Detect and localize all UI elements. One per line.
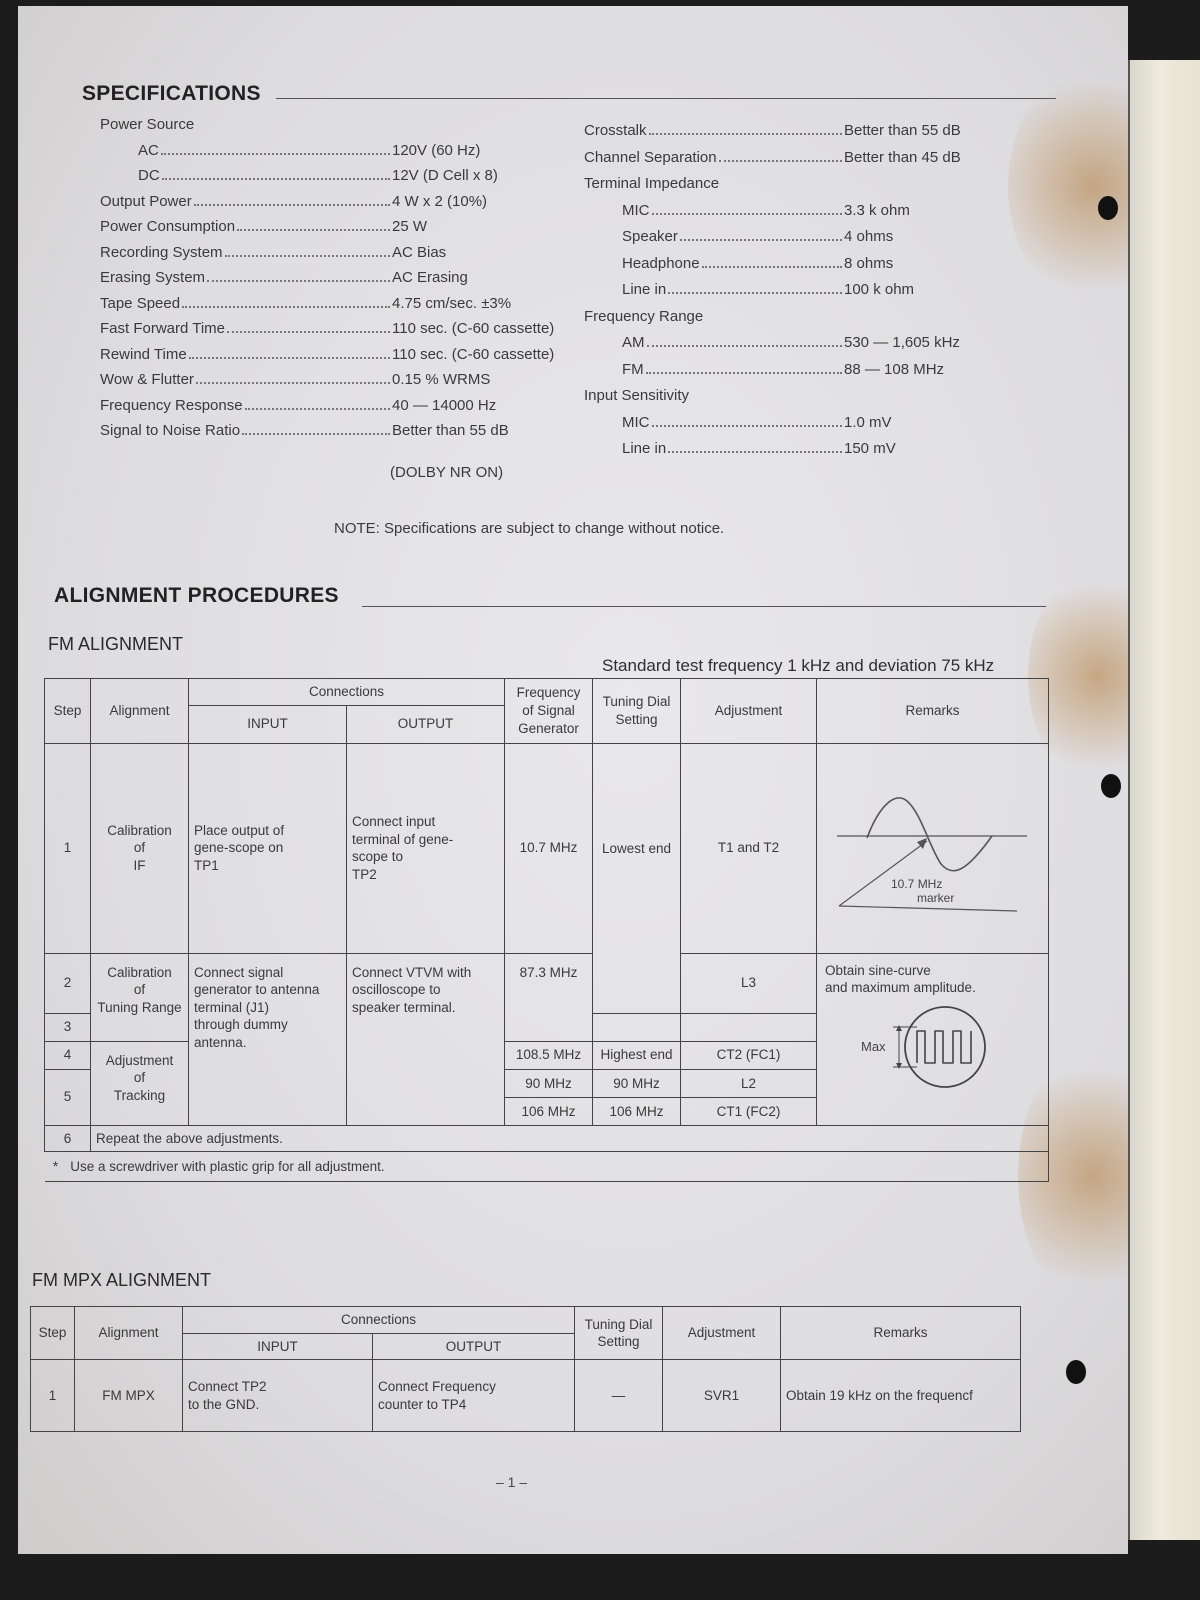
alignment-title: ALIGNMENT PROCEDURES — [54, 584, 339, 607]
graph-marker-label-2: marker — [917, 890, 955, 905]
header-step: Step — [45, 679, 91, 744]
spec-label: MIC — [622, 413, 650, 431]
spec-row — [100, 397, 582, 414]
header-connections: Connections — [189, 679, 505, 706]
header-tuning: Tuning Dial Setting — [593, 679, 681, 744]
shared-output-cell: Connect VTVM with oscilloscope to speaker terminal. — [347, 953, 505, 1125]
remark-text: Obtain sine-curve and maximum amplitude. — [825, 962, 976, 996]
spec-label: Tape Speed — [100, 294, 181, 312]
spec-row — [584, 122, 1034, 139]
header-remarks: Remarks — [781, 1307, 1021, 1360]
step-cell: 1 — [45, 743, 91, 953]
dolby-note: (DOLBY NR ON) — [390, 464, 504, 481]
leader-dots — [237, 229, 390, 231]
tuning-cell-split — [593, 1069, 681, 1125]
spec-group-heading: Terminal Impedance — [584, 175, 720, 192]
leader-dots — [194, 204, 390, 206]
spec-label: DC — [138, 167, 160, 184]
footnote-cell — [45, 1152, 1049, 1182]
fm-alignment-table — [44, 678, 1049, 1182]
manual-page — [18, 6, 1128, 1554]
spec-value: 530 — 1,605 kHz — [844, 334, 960, 351]
fm-header-row-1 — [45, 679, 1049, 706]
spec-value: Better than 55 dB — [392, 422, 509, 439]
mpx-header-row-1 — [31, 1307, 1021, 1334]
frequency-cell: 10.7 MHz — [505, 743, 593, 953]
page-number: – 1 – — [496, 1474, 528, 1490]
frequency-cell: 90 MHz — [505, 1070, 592, 1098]
output-cell: Connect input terminal of gene- scope to TP2 — [347, 743, 505, 953]
spec-row — [100, 422, 582, 439]
leader-dots — [207, 280, 390, 282]
header-output: OUTPUT — [347, 705, 505, 743]
spec-row — [138, 142, 582, 159]
remarks-cell: Obtain 19 kHz on the frequencf — [781, 1360, 1021, 1432]
spec-label: Channel Separation — [584, 148, 717, 166]
adjustment-cell: CT1 (FC2) — [716, 1103, 781, 1119]
adjacent-page-edge — [1128, 60, 1200, 1540]
spec-row — [622, 281, 1034, 298]
spec-label: Speaker — [622, 228, 678, 245]
spec-row — [100, 371, 582, 388]
header-frequency: Frequency of Signal Generator — [505, 679, 593, 744]
leader-dots — [719, 160, 842, 162]
spec-row — [622, 202, 1034, 219]
leader-dots — [161, 153, 390, 155]
header-input: INPUT — [189, 705, 347, 743]
leader-dots — [652, 425, 843, 427]
alignment-cell: FM MPX — [75, 1360, 183, 1432]
spec-label: AM — [622, 334, 645, 351]
spec-row — [100, 244, 582, 261]
spec-value: 25 W — [392, 218, 428, 235]
header-alignment: Alignment — [91, 679, 189, 744]
spec-value: 1.0 mV — [844, 413, 892, 431]
spec-group-heading: Frequency Range — [584, 307, 704, 325]
if-response-graph — [817, 746, 1047, 946]
spec-row — [622, 414, 1034, 431]
punch-hole — [1101, 774, 1121, 798]
spec-value: 40 — 14000 Hz — [392, 396, 497, 414]
leader-dots — [668, 451, 842, 453]
spec-label: Power Consumption — [100, 218, 236, 235]
spec-row — [100, 295, 582, 312]
spec-value: 110 sec. (C-60 cassette) — [392, 345, 555, 363]
alignment-cell: Calibration of IF — [91, 743, 189, 953]
fm-alignment-title: FM ALIGNMENT — [48, 634, 184, 654]
leader-dots — [245, 408, 390, 410]
spec-row — [584, 149, 1034, 166]
spec-value: 110 sec. (C-60 cassette) — [392, 320, 555, 337]
input-cell: Place output of gene-scope on TP1 — [189, 743, 347, 953]
remark-sine-cell — [817, 953, 1049, 1125]
spec-row — [622, 334, 1034, 351]
adjustment-cell: T1 and T2 — [681, 743, 817, 953]
frequency-cell: 87.3 MHz — [505, 953, 593, 1041]
header-alignment: Alignment — [75, 1307, 183, 1360]
leader-dots — [182, 306, 390, 308]
table-row — [31, 1360, 1021, 1432]
spec-label: Headphone — [622, 254, 700, 272]
leader-dots — [227, 331, 390, 333]
leader-dots — [647, 345, 843, 347]
graph-marker-label-1: 10.7 MHz — [891, 876, 943, 891]
header-adjustment: Adjustment — [681, 679, 817, 744]
frequency-cell: 108.5 MHz — [505, 1041, 593, 1069]
spec-label: Output Power — [100, 192, 192, 210]
spec-value: AC Erasing — [392, 269, 468, 286]
spec-value: 3.3 k ohm — [844, 201, 910, 219]
spec-label: Line in — [622, 281, 667, 298]
spec-row — [138, 167, 582, 184]
leader-dots — [225, 255, 390, 257]
tuning-cell: 106 MHz — [609, 1103, 664, 1119]
spec-value: Better than 55 dB — [844, 122, 961, 139]
leader-dots — [702, 266, 842, 268]
spec-label: FM — [622, 360, 644, 378]
spec-label: AC — [138, 141, 159, 159]
leader-dots — [680, 239, 842, 241]
header-adjustment: Adjustment — [663, 1307, 781, 1360]
header-tuning: Tuning Dial Setting — [575, 1307, 663, 1360]
adjustment-cell: L3 — [681, 953, 817, 1013]
spec-label: Wow & Flutter — [100, 371, 194, 388]
specifications-rule — [276, 98, 1056, 99]
step-cell: 2 — [45, 953, 91, 1013]
leader-dots — [652, 213, 843, 215]
spec-row — [100, 193, 582, 210]
spec-label: Erasing System — [100, 269, 206, 286]
footnote-row — [45, 1152, 1049, 1182]
spec-row — [622, 255, 1034, 272]
step-cell: 1 — [31, 1360, 75, 1432]
spec-group-heading: Power Source — [100, 116, 195, 133]
spec-value: 100 k ohm — [844, 281, 915, 298]
tuning-cell: — — [575, 1360, 663, 1432]
frequency-cell: 106 MHz — [521, 1103, 576, 1119]
spec-value: 12V (D Cell x 8) — [392, 167, 498, 184]
leader-dots — [189, 357, 390, 359]
tuning-cell: Highest end — [593, 1041, 681, 1069]
spec-label: Frequency Response — [100, 396, 243, 414]
spec-label: Rewind Time — [100, 345, 187, 363]
adjustment-cell-empty — [681, 1013, 817, 1041]
input-cell: Connect TP2 to the GND. — [183, 1360, 373, 1432]
alignment-rule — [362, 606, 1046, 607]
spec-value: 8 ohms — [844, 254, 894, 272]
spec-row — [100, 269, 582, 286]
spec-row — [100, 346, 582, 363]
header-connections: Connections — [183, 1307, 575, 1334]
spec-row — [622, 361, 1034, 378]
fm-mpx-alignment-title: FM MPX ALIGNMENT — [32, 1270, 212, 1290]
output-cell: Connect Frequency counter to TP4 — [373, 1360, 575, 1432]
spec-value: 150 mV — [844, 440, 896, 457]
adjustment-cell-split — [681, 1069, 817, 1125]
spec-value: AC Bias — [392, 243, 447, 261]
spec-label: Signal to Noise Ratio — [100, 422, 241, 439]
spec-label: MIC — [622, 201, 650, 219]
oscilloscope-graph — [825, 1001, 1035, 1093]
spec-label: Crosstalk — [584, 122, 647, 139]
spec-value: 88 — 108 MHz — [844, 360, 945, 378]
spec-label: Fast Forward Time — [100, 320, 226, 337]
fm-mpx-table — [30, 1306, 1021, 1432]
leader-dots — [162, 178, 390, 180]
spec-label: Line in — [622, 440, 667, 457]
leader-dots — [649, 133, 842, 135]
alignment-group-calibration: Calibration of Tuning Range — [91, 953, 189, 1041]
spec-value: Better than 45 dB — [844, 148, 961, 166]
spec-row — [100, 218, 582, 235]
step-cell: 6 — [45, 1125, 91, 1152]
table-row — [45, 1125, 1049, 1152]
spec-row — [100, 320, 582, 337]
footnote-text: Use a screwdriver with plastic grip for all adjustment. — [70, 1158, 385, 1174]
tuning-cell: 90 MHz — [593, 1070, 680, 1098]
header-remarks: Remarks — [817, 679, 1049, 744]
remark-graph-cell — [817, 743, 1049, 953]
alignment-group-tracking: Adjustment of Tracking — [91, 1041, 189, 1125]
spec-value: 120V (60 Hz) — [392, 141, 481, 159]
specifications-title: SPECIFICATIONS — [82, 82, 261, 105]
header-step: Step — [31, 1307, 75, 1360]
adjustment-cell: L2 — [681, 1070, 816, 1098]
header-input: INPUT — [183, 1333, 373, 1360]
footnote-mark: * — [52, 1158, 59, 1174]
tuning-cell — [593, 1013, 681, 1041]
spec-value: 4 ohms — [844, 228, 894, 245]
step-cell: 3 — [45, 1013, 91, 1041]
table-row — [45, 953, 1049, 1013]
spec-group-heading: Input Sensitivity — [584, 387, 690, 404]
punch-hole — [1098, 196, 1118, 220]
spec-label: Recording System — [100, 243, 223, 261]
adjustment-cell: CT2 (FC1) — [681, 1041, 817, 1069]
leader-dots — [242, 433, 390, 435]
adjustment-cell: SVR1 — [663, 1360, 781, 1432]
max-label: Max — [861, 1038, 886, 1054]
step-cell: 5 — [45, 1069, 91, 1125]
leader-dots — [196, 382, 390, 384]
leader-dots — [646, 372, 842, 374]
header-output: OUTPUT — [373, 1333, 575, 1360]
standard-test-note: Standard test frequency 1 kHz and deviation 75 kHz — [602, 656, 995, 675]
table-row — [45, 743, 1049, 953]
spec-value: 4.75 cm/sec. ±3% — [392, 294, 512, 312]
tuning-cell: Lowest end — [593, 743, 681, 1013]
leader-dots — [668, 292, 842, 294]
punch-hole — [1066, 1360, 1086, 1384]
spec-change-note: NOTE: Specifications are subject to change without notice. — [334, 520, 725, 537]
spec-value: 0.15 % WRMS — [392, 371, 491, 388]
shared-input-cell: Connect signal generator to antenna terminal (J1) through dummy antenna. — [189, 953, 347, 1125]
spec-row — [622, 440, 1034, 457]
frequency-cell-split — [505, 1069, 593, 1125]
repeat-adjustments-cell: Repeat the above adjustments. — [91, 1125, 1049, 1152]
spec-row — [622, 228, 1034, 245]
spec-value: 4 W x 2 (10%) — [392, 192, 488, 210]
step-cell: 4 — [45, 1041, 91, 1069]
